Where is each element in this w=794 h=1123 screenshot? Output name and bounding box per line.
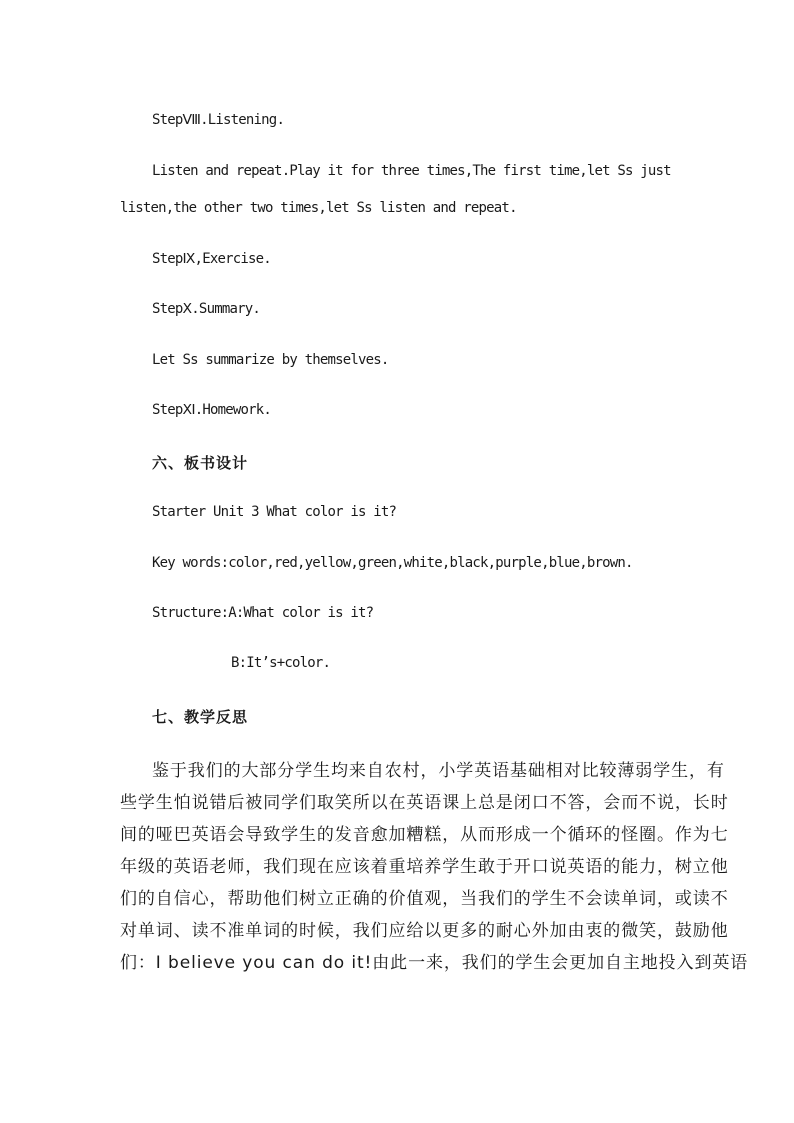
reflection-line-4: 年级的英语老师，我们现在应该着重培养学生敢于开口说英语的能力，树立他 <box>120 857 729 877</box>
reflection-line-3: 间的哑巴英语会导致学生的发音愈加糟糕，从而形成一个循环的怪圈。作为七 <box>120 825 729 845</box>
blackboard-line-4: B:It’s+color. <box>231 655 331 671</box>
reflection-line-7: 们：I believe you can do it!由此一来，我们的学生会更加自主地投入到英语 <box>120 953 749 973</box>
reflection-line-5: 们的自信心，帮助他们树立正确的价值观，当我们的学生不会读单词，或读不 <box>120 889 729 909</box>
reflection-line-2: 些学生怕说错后被同学们取笑所以在英语课上总是闭口不答，会而不说，长时 <box>120 793 729 813</box>
blackboard-line-2: Key words:color,red,yellow,green,white,black,purple,blue,brown. <box>152 555 633 571</box>
blackboard-line-3: Structure:A:What color is it? <box>152 605 374 621</box>
section7-heading: 七、教学反思 <box>152 708 249 726</box>
step8-body-line-1: Listen and repeat.Play it for three times,The first time,let Ss just <box>152 163 671 179</box>
step8-title: StepⅧ.Listening. <box>152 112 285 128</box>
section6-heading: 六、板书设计 <box>152 454 249 472</box>
step10-body: Let Ss summarize by themselves. <box>152 352 389 368</box>
reflection-line-1: 鉴于我们的大部分学生均来自农村，小学英语基础相对比较薄弱学生，有 <box>152 761 725 781</box>
step9-title: StepⅨ,Exercise. <box>152 251 271 267</box>
step11-title: StepⅪ.Homework. <box>152 402 272 418</box>
step8-body-line-2: listen,the other two times,let Ss listen and repeat. <box>120 200 517 216</box>
reflection-line-6: 对单词、读不准单词的时候，我们应给以更多的耐心外加由衷的微笑，鼓励他 <box>120 921 729 941</box>
step10-title: StepⅩ.Summary. <box>152 301 260 317</box>
blackboard-line-1: Starter Unit 3 What color is it? <box>152 504 397 520</box>
